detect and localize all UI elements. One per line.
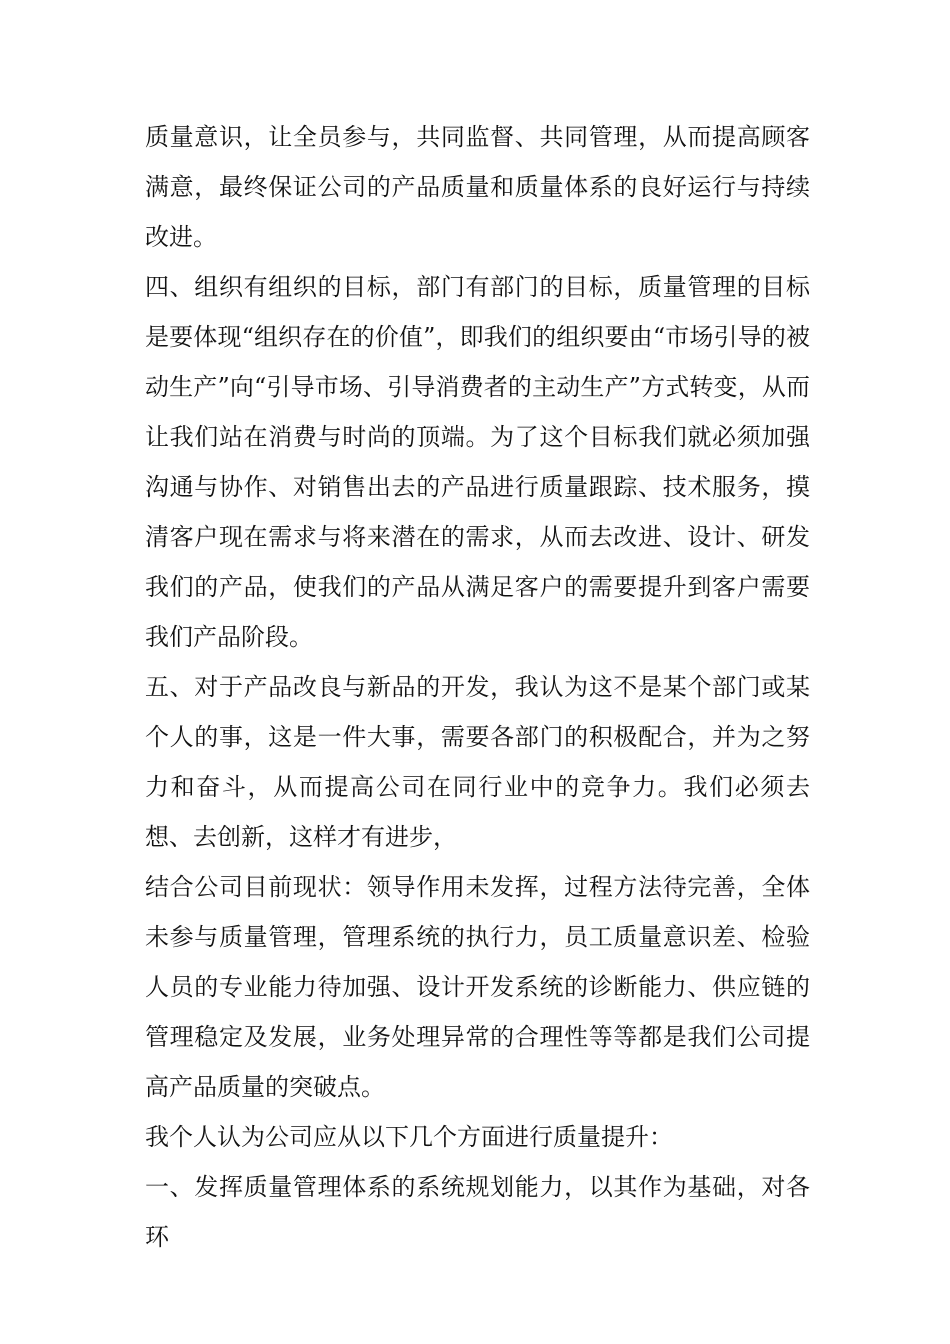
paragraph-continued-quality-awareness: 质量意识，让全员参与，共同监督、共同管理，从而提高顾客满意，最终保证公司的产品质量和质量体系的良好运行与持续改进。	[145, 123, 810, 251]
paragraph-one-system-planning: 一、发挥质量管理体系的系统规划能力，以其作为基础，对各环	[145, 1173, 810, 1251]
paragraph-improvement-intro: 我个人认为公司应从以下几个方面进行质量提升：	[145, 1123, 673, 1151]
paragraph-current-status: 结合公司目前现状：领导作用未发挥，过程方法待完善，全体未参与质量管理，管理系统的执行力，员工质量意识差、检验人员的专业能力待加强、设计开发系统的诊断能力、供应链的管理稳定及发展，业务处理异常的合理性等等都是我们公司提高产品质量的突破点。	[145, 873, 810, 1101]
document-body	[145, 112, 810, 1262]
paragraph-four-organizational-goals: 四、组织有组织的目标，部门有部门的目标，质量管理的目标是要体现“组织存在的价值”，即我们的组织要由“市场引导的被动生产”向“引导市场、引导消费者的主动生产”方式转变，从而让我们站在消费与时尚的顶端。为了这个目标我们就必须加强沟通与协作、对销售出去的产品进行质量跟踪、技术服务，摸清客户现在需求与将来潜在的需求，从而去改进、设计、研发我们的产品，使我们的产品从满足客户的需要提升到客户需要我们产品阶段。	[145, 273, 810, 651]
paragraph-five-product-development: 五、对于产品改良与新品的开发，我认为这不是某个部门或某个人的事，这是一件大事，需要各部门的积极配合，并为之努力和奋斗，从而提高公司在同行业中的竞争力。我们必须去想、去创新，这样才有进步，	[145, 673, 810, 851]
